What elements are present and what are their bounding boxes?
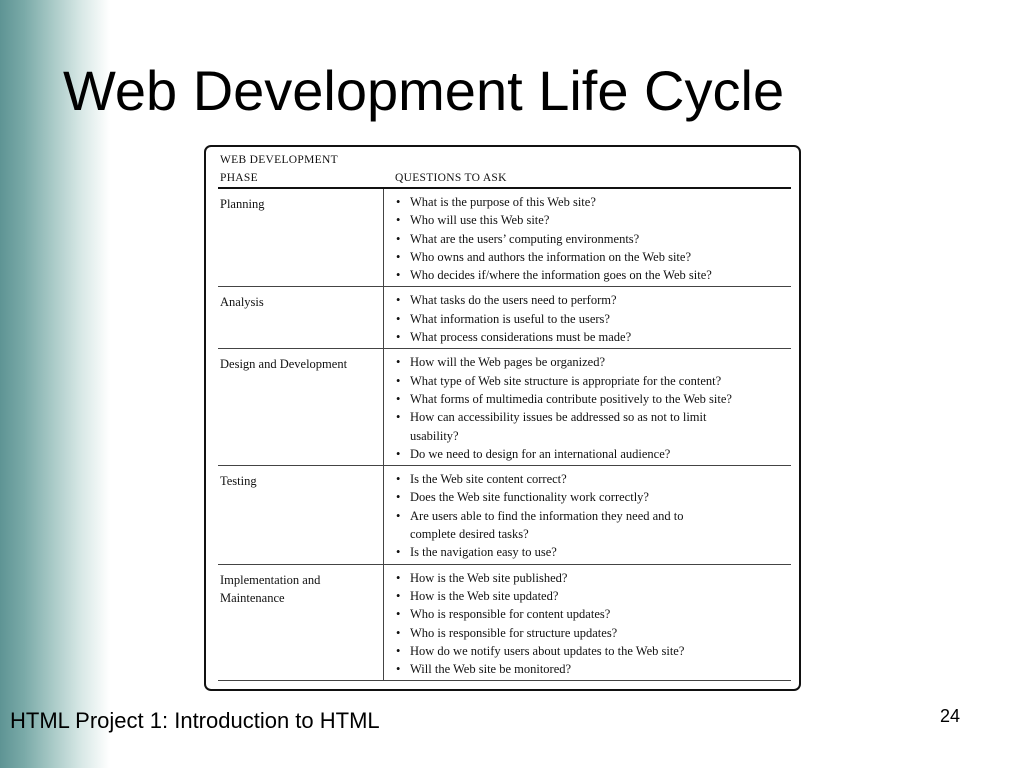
question-item: • How is the Web site published? [396, 569, 684, 587]
question-item: • Does the Web site functionality work correctly? [396, 488, 684, 506]
table-row-implementation-maintenance [218, 565, 791, 682]
question-item: • Who is responsible for structure updates? [396, 624, 684, 642]
question-item: • Will the Web site be monitored? [396, 660, 684, 678]
table-row-planning [218, 189, 791, 287]
question-item: • What forms of multimedia contribute positively to the Web site? [396, 390, 732, 408]
question-item [396, 507, 684, 544]
question-line: • How can accessibility issues be addressed so as not to limit [410, 410, 707, 425]
page-number: 24 [940, 706, 961, 726]
lifecycle-table-image [204, 145, 801, 691]
question-item: • What information is useful to the users? [396, 310, 631, 328]
table-header [218, 153, 791, 189]
questions-list [384, 565, 684, 681]
question-item: • What are the users’ computing environments? [396, 230, 712, 248]
phase-cell [218, 565, 384, 681]
header-questions: QUESTIONS TO ASK [395, 172, 507, 184]
question-item: • What type of Web site structure is appropriate for the content? [396, 372, 732, 390]
phase-line: Implementation and [220, 572, 321, 587]
question-item: • Who owns and authors the information on the Web site? [396, 248, 712, 266]
questions-list [384, 189, 712, 286]
table-row-design-development [218, 349, 791, 466]
question-item: • Is the navigation easy to use? [396, 543, 684, 561]
table-row-testing [218, 466, 791, 564]
table-row-analysis [218, 287, 791, 349]
question-item: • What tasks do the users need to perform? [396, 291, 631, 309]
header-phase [218, 151, 395, 187]
question-item: • Is the Web site content correct? [396, 470, 684, 488]
question-item: • What is the purpose of this Web site? [396, 193, 712, 211]
slide-title: Web Development Life Cycle [63, 59, 785, 122]
header-phase-line1: WEB DEVELOPMENT [220, 154, 338, 166]
question-item: • What process considerations must be made? [396, 328, 631, 346]
question-item: • Who decides if/where the information goes on the Web site? [396, 266, 712, 284]
phase-line: Maintenance [220, 590, 285, 605]
question-line: • Are users able to find the information they need and to [410, 508, 684, 523]
question-line: usability? [410, 428, 459, 443]
question-item: • Who is responsible for content updates? [396, 605, 684, 623]
phase-cell: Testing [218, 466, 384, 563]
phase-cell: Design and Development [218, 349, 384, 465]
question-item: • Who will use this Web site? [396, 211, 712, 229]
lifecycle-table [218, 153, 791, 681]
questions-list [384, 466, 684, 563]
question-item [396, 408, 732, 445]
question-item: • How do we notify users about updates to the Web site? [396, 642, 684, 660]
slide-footer: HTML Project 1: Introduction to HTML [10, 708, 380, 733]
questions-list [384, 349, 732, 465]
header-phase-line2: PHASE [220, 172, 258, 184]
question-line: complete desired tasks? [410, 527, 529, 542]
phase-cell: Analysis [218, 287, 384, 348]
questions-list [384, 287, 631, 348]
question-item: • How is the Web site updated? [396, 587, 684, 605]
question-item: • Do we need to design for an international audience? [396, 445, 732, 463]
phase-cell: Planning [218, 189, 384, 286]
question-item: • How will the Web pages be organized? [396, 353, 732, 371]
